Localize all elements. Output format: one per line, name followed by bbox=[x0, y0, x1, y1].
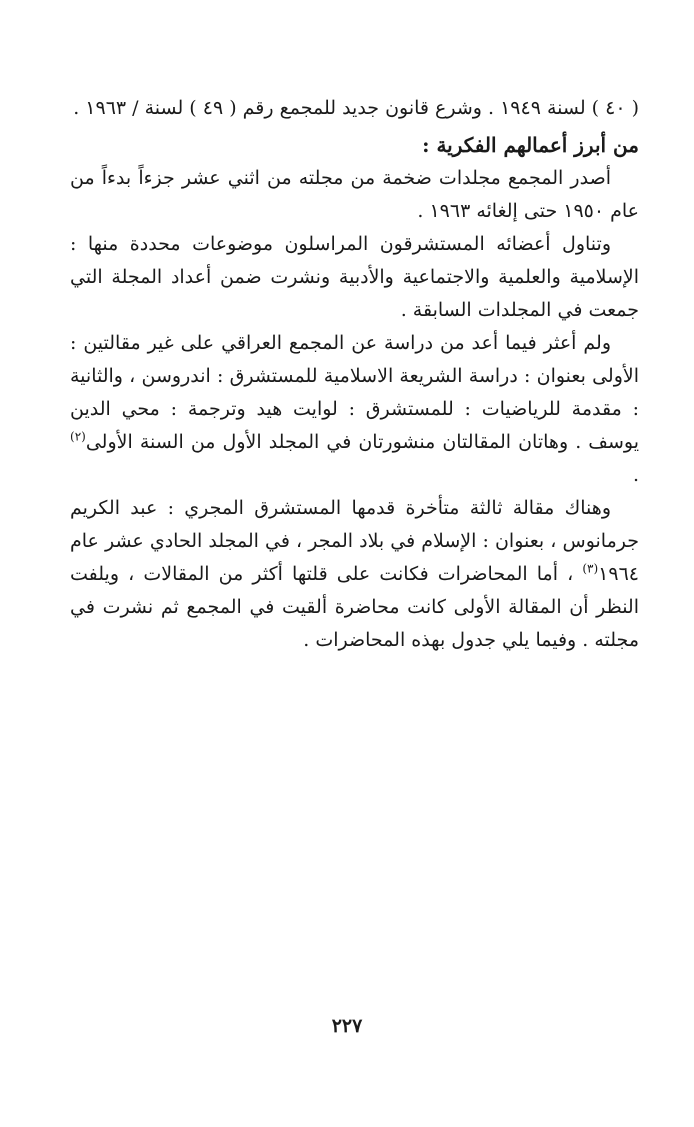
paragraph-2 bbox=[70, 228, 639, 327]
intro-text: ( ٤٠ ) لسنة ١٩٤٩ . وشرع قانون جديد للمجمع رقم ( ٤٩ ) لسنة / ١٩٦٣ . bbox=[73, 97, 639, 119]
section-heading: من أبرز أعمالهم الفكرية : bbox=[422, 133, 639, 157]
paragraph-4-text: وهناك مقالة ثالثة متأخرة قدمها المستشرق المجري : عبد الكريم جرمانوس ، بعنوان : الإسلام في بلاد المجر ، في المجلد الحادي عشر عام ١٩٦٤ bbox=[70, 497, 639, 585]
page-body bbox=[70, 92, 639, 657]
paragraph-2-text: وتناول أعضائه المستشرقون المراسلون موضوعات محددة منها : الإسلامية والعلمية والاجتماعية والأدبية ونشرت ضمن أعداد المجلة التي جمعت في المجلدات السابقة . bbox=[70, 233, 639, 321]
paragraph-4-after: ، أما المحاضرات فكانت على قلتها أكثر من المقالات ، ويلفت النظر أن المقالة الأولى كانت محاضرة ألقيت في المجمع ثم نشرت في مجلته . وفيما يلي جدول بهذه المحاضرات . bbox=[70, 563, 639, 651]
paragraph-4 bbox=[70, 492, 639, 657]
paragraph-3-after: . bbox=[632, 464, 639, 486]
page-number: ٢٢٧ bbox=[331, 1015, 363, 1037]
footnote-ref-2: (٢) bbox=[70, 429, 86, 444]
footnote-ref-3: (٣) bbox=[582, 561, 599, 576]
paragraph-1-text: أصدر المجمع مجلدات ضخمة من مجلته من اثني عشر جزءاً بدءاً من عام ١٩٥٠ حتى إلغائه ١٩٦٣ . bbox=[70, 167, 639, 222]
intro-paragraph bbox=[70, 92, 639, 125]
paragraph-3 bbox=[70, 327, 639, 492]
paragraph-3-text: ولم أعثر فيما أعد من دراسة عن المجمع العراقي على غير مقالتين : الأولى بعنوان : دراسة الشريعة الاسلامية للمستشرق : اندروسن ، والثانية : مقدمة للرياضيات : للمستشرق : لوايت هيد وترجمة : محي الدين يوسف . وهاتان المقالتان منشورتان في المجلد الأول من السنة الأولى bbox=[70, 332, 639, 453]
paragraph-1 bbox=[70, 162, 639, 228]
